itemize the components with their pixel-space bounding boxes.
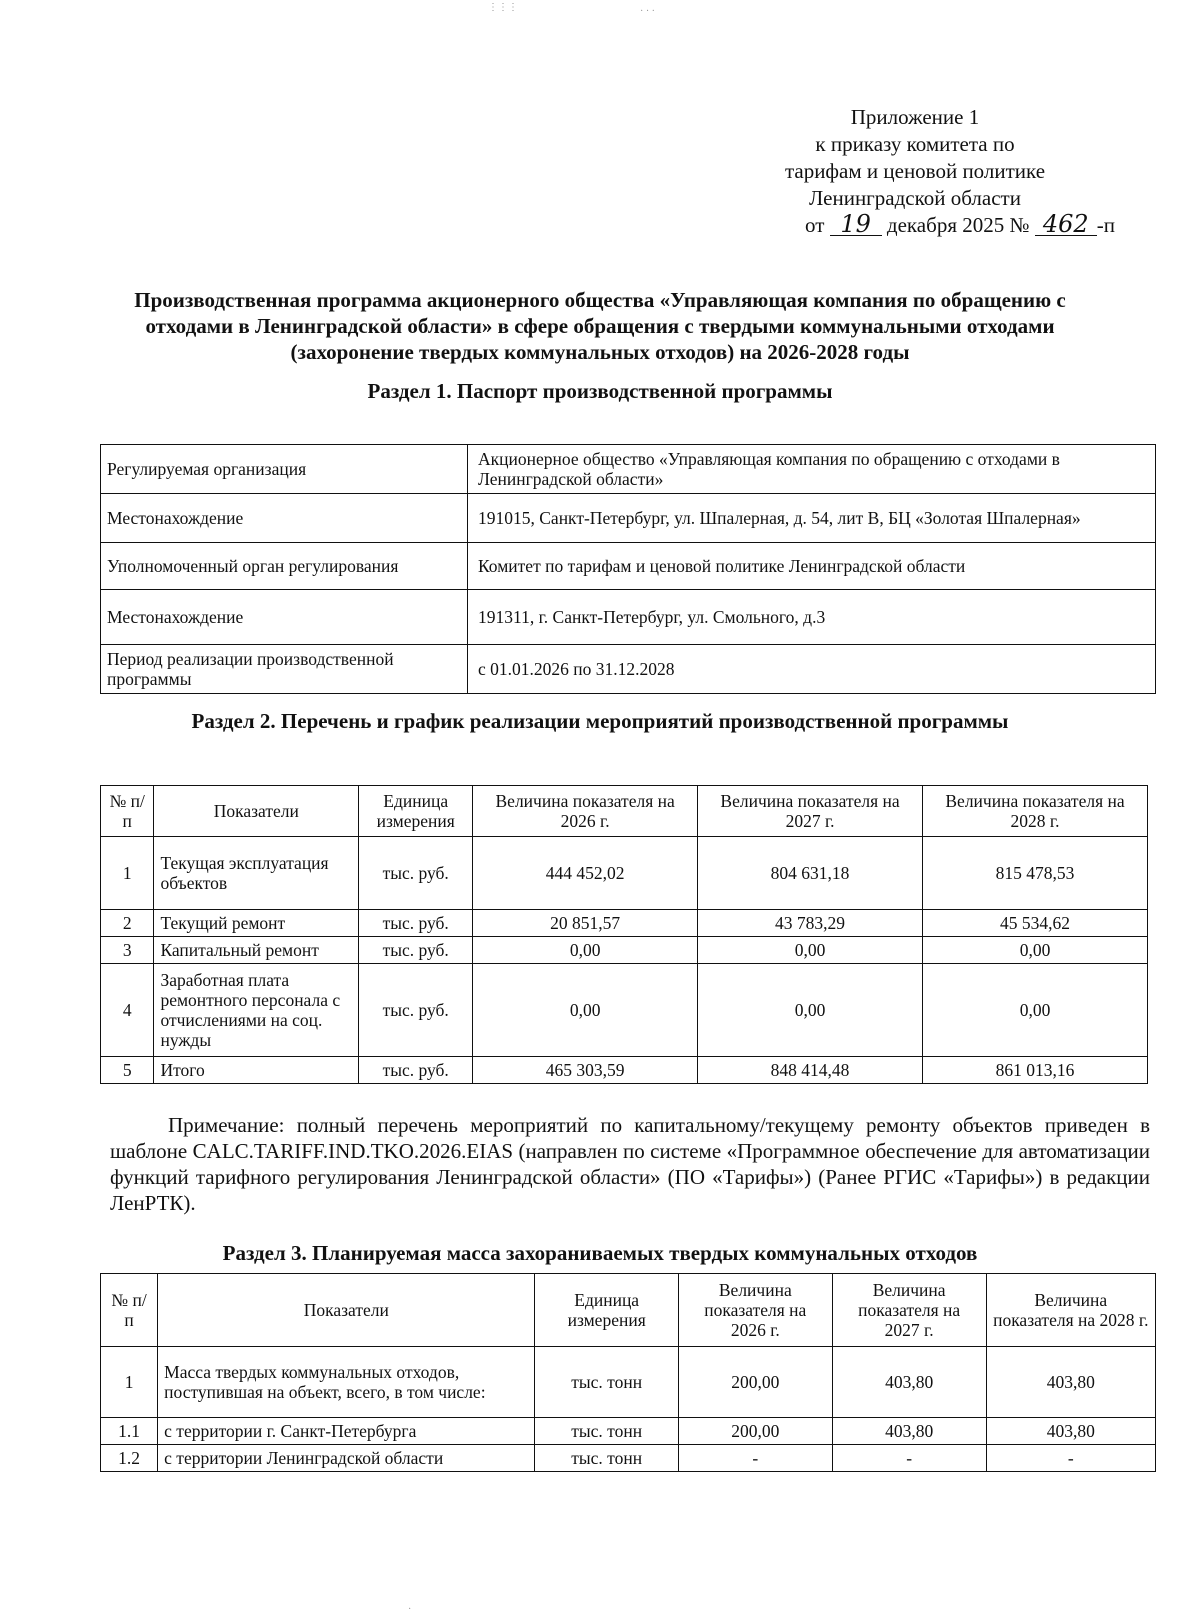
measures-header-row: [101, 786, 1148, 837]
measures-name: Заработная плата ремонтного персонала с отчислениями на соц. нужды: [154, 964, 359, 1057]
measures-name: Текущий ремонт: [154, 910, 359, 937]
mass-unit: тыс. тонн: [535, 1418, 678, 1445]
measures-row: [101, 1057, 1148, 1084]
measures-table: [100, 785, 1148, 1084]
passport-value: 191015, Санкт-Петербург, ул. Шпалерная, д. 54, лит В, БЦ «Золотая Шпалерная»: [468, 494, 1156, 543]
appendix-suffix: -п: [1096, 213, 1115, 237]
measures-value-2027: 804 631,18: [698, 837, 923, 910]
measures-value-2028: 0,00: [923, 964, 1148, 1057]
mass-value-2026: -: [678, 1445, 832, 1472]
section1-title: Раздел 1. Паспорт производственной программы: [367, 379, 833, 403]
passport-label: Местонахождение: [101, 494, 468, 543]
measures-value-2027: 0,00: [698, 937, 923, 964]
passport-value: Акционерное общество «Управляющая компания по обращению с отходами в Ленинградской области»: [468, 445, 1156, 494]
mass-table: [100, 1273, 1156, 1472]
mass-value-2027: 403,80: [832, 1418, 986, 1445]
measures-row: [101, 910, 1148, 937]
passport-label: Местонахождение: [101, 590, 468, 645]
appendix-line-1: Приложение 1: [850, 105, 980, 129]
measures-header-2027: Величина показателя на 2027 г.: [698, 786, 923, 837]
measures-value-2026: 0,00: [473, 964, 698, 1057]
passport-value: Комитет по тарифам и ценовой политике Ленинградской области: [468, 543, 1156, 590]
measures-name: Итого: [154, 1057, 359, 1084]
measures-name: Текущая эксплуатация объектов: [154, 837, 359, 910]
appendix-block: [715, 104, 1115, 239]
mass-value-2028: 403,80: [986, 1418, 1155, 1445]
passport-row: [101, 590, 1156, 645]
measures-value-2026: 0,00: [473, 937, 698, 964]
section2-note: Примечание: полный перечень мероприятий по капитальному/текущему ремонту объектов приведен в шаблоне CALC.TARIFF.IND.TKO.2026.EIAS (направлен по системе «Программное обеспечение для автоматизации функций тарифного регулирования Ленинградской области» (ПО «Тарифы») (Ранее РГИС «Тарифы») в редакции ЛенРТК).: [110, 1113, 1150, 1215]
measures-num: 1: [101, 837, 154, 910]
measures-unit: тыс. руб.: [359, 1057, 473, 1084]
mass-value-2028: 403,80: [986, 1347, 1155, 1418]
measures-value-2026: 465 303,59: [473, 1057, 698, 1084]
appendix-line-3: тарифам и ценовой политике: [784, 159, 1046, 183]
scan-speck: ·: [408, 1604, 412, 1615]
measures-value-2026: 444 452,02: [473, 837, 698, 910]
mass-row: [101, 1418, 1156, 1445]
measures-value-2028: 45 534,62: [923, 910, 1148, 937]
appendix-line-2: к приказу комитета по: [815, 132, 1015, 156]
scan-speck: ⋮⋮⋮: [488, 2, 518, 13]
measures-row: [101, 837, 1148, 910]
mass-value-2027: 403,80: [832, 1347, 986, 1418]
appendix-date-line: [715, 212, 1115, 239]
measures-unit: тыс. руб.: [359, 964, 473, 1057]
appendix-line-4: Ленинградской области: [809, 186, 1021, 210]
measures-header-2026: Величина показателя на 2026 г.: [473, 786, 698, 837]
passport-row: [101, 494, 1156, 543]
mass-num: 1.2: [101, 1445, 158, 1472]
mass-value-2026: 200,00: [678, 1347, 832, 1418]
measures-num: 3: [101, 937, 154, 964]
passport-row: [101, 445, 1156, 494]
mass-header-2027: Величина показателя на 2027 г.: [832, 1274, 986, 1347]
measures-value-2027: 0,00: [698, 964, 923, 1057]
passport-value: с 01.01.2026 по 31.12.2028: [468, 645, 1156, 694]
mass-name: с территории г. Санкт-Петербурга: [158, 1418, 535, 1445]
measures-num: 5: [101, 1057, 154, 1084]
measures-name: Капитальный ремонт: [154, 937, 359, 964]
document-title: Производственная программа акционерного общества «Управляющая компания по обращению с отходами в Ленинградской области» в сфере обращения с твердыми коммунальными отходами (захоронение твердых коммунальных отходов) на 2026-2028 годы: [134, 288, 1066, 364]
measures-num: 4: [101, 964, 154, 1057]
measures-row: [101, 937, 1148, 964]
mass-header-2028: Величина показателя на 2028 г.: [986, 1274, 1155, 1347]
measures-unit: тыс. руб.: [359, 910, 473, 937]
mass-name: Масса твердых коммунальных отходов, поступившая на объект, всего, в том числе:: [158, 1347, 535, 1418]
mass-name: с территории Ленинградской области: [158, 1445, 535, 1472]
measures-value-2028: 0,00: [923, 937, 1148, 964]
scan-speck: · · ·: [640, 6, 655, 17]
measures-row: [101, 964, 1148, 1057]
measures-value-2027: 848 414,48: [698, 1057, 923, 1084]
measures-value-2028: 861 013,16: [923, 1057, 1148, 1084]
passport-table: [100, 444, 1156, 694]
mass-header-row: [101, 1274, 1156, 1347]
handwritten-order-number: 462: [1035, 213, 1097, 236]
measures-header-2028: Величина показателя на 2028 г.: [923, 786, 1148, 837]
passport-row: [101, 543, 1156, 590]
passport-value: 191311, г. Санкт-Петербург, ул. Смольного, д.3: [468, 590, 1156, 645]
mass-value-2027: -: [832, 1445, 986, 1472]
mass-value-2028: -: [986, 1445, 1155, 1472]
measures-header-unit: Единица измерения: [359, 786, 473, 837]
mass-row: [101, 1445, 1156, 1472]
appendix-from: от: [805, 213, 825, 237]
mass-num: 1.1: [101, 1418, 158, 1445]
mass-num: 1: [101, 1347, 158, 1418]
measures-value-2027: 43 783,29: [698, 910, 923, 937]
passport-row: [101, 645, 1156, 694]
measures-header-num: № п/п: [101, 786, 154, 837]
section3-title: Раздел 3. Планируемая масса захораниваемых твердых коммунальных отходов: [222, 1241, 978, 1265]
mass-header-2026: Величина показателя на 2026 г.: [678, 1274, 832, 1347]
mass-unit: тыс. тонн: [535, 1445, 678, 1472]
passport-label: Период реализации производственной программы: [101, 645, 468, 694]
measures-header-name: Показатели: [154, 786, 359, 837]
passport-label: Уполномоченный орган регулирования: [101, 543, 468, 590]
mass-header-num: № п/п: [101, 1274, 158, 1347]
measures-num: 2: [101, 910, 154, 937]
measures-unit: тыс. руб.: [359, 837, 473, 910]
measures-unit: тыс. руб.: [359, 937, 473, 964]
mass-row: [101, 1347, 1156, 1418]
mass-header-name: Показатели: [158, 1274, 535, 1347]
appendix-month-year: декабря 2025 №: [886, 213, 1030, 237]
mass-unit: тыс. тонн: [535, 1347, 678, 1418]
mass-header-unit: Единица измерения: [535, 1274, 678, 1347]
section2-title: Раздел 2. Перечень и график реализации мероприятий производственной программы: [191, 709, 1009, 733]
handwritten-day: 19: [830, 213, 882, 236]
measures-value-2026: 20 851,57: [473, 910, 698, 937]
mass-value-2026: 200,00: [678, 1418, 832, 1445]
measures-value-2028: 815 478,53: [923, 837, 1148, 910]
passport-label: Регулируемая организация: [101, 445, 468, 494]
